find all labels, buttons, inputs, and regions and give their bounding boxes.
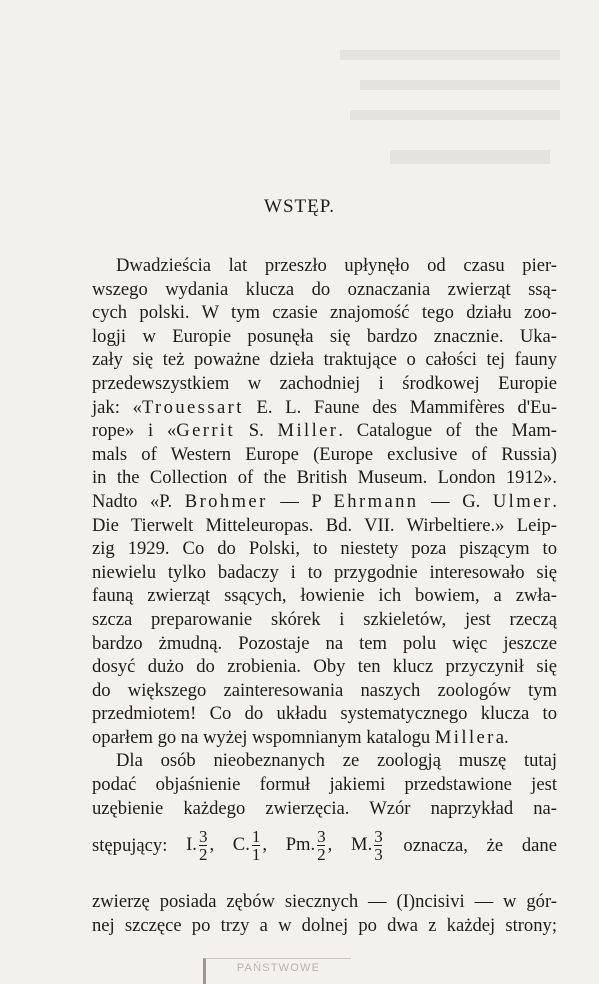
text-line: logji w Europie posunęła się bardzo znacznie. Uka- bbox=[92, 325, 557, 347]
fraction-numerator: 3 bbox=[317, 827, 326, 847]
text-line: zig 1929. Co do Polski, to niestety poza piszącym to bbox=[92, 538, 557, 560]
text-segment: S. bbox=[235, 420, 278, 442]
formula-term bbox=[186, 828, 214, 863]
text-segment: — G. bbox=[418, 490, 493, 512]
spaced-author-name: Miller bbox=[277, 420, 339, 442]
text-segment: . bbox=[552, 490, 557, 512]
text-segment: jak: « bbox=[92, 396, 142, 418]
text-line: wszego wydania klucza do oznaczania zwierząt ssą- bbox=[92, 278, 557, 300]
text-segment: — P bbox=[267, 490, 334, 512]
formula-prefix: stępujący: bbox=[92, 834, 168, 856]
text-line: uzębienie każdego zwierzęcia. Wzór naprzykład na- bbox=[92, 797, 557, 819]
text-segment: a. bbox=[495, 726, 509, 748]
text-line: podać objaśnienie formuł jakiemi przedstawione jest bbox=[92, 774, 557, 796]
text-line bbox=[92, 396, 557, 420]
fraction-denominator: 3 bbox=[374, 845, 383, 865]
formula-fraction bbox=[199, 828, 208, 863]
library-stamp bbox=[203, 958, 351, 984]
text-segment: . Catalogue of the Mam- bbox=[338, 420, 557, 442]
text-line: szcza preparowanie skórek i szkieletów, jest rzeczą bbox=[92, 608, 557, 630]
formula-suffix: że bbox=[486, 834, 504, 856]
body-text bbox=[92, 254, 557, 937]
fraction-denominator: 2 bbox=[317, 845, 326, 865]
formula-term bbox=[233, 828, 267, 863]
formula-term bbox=[286, 828, 333, 863]
formula-term-label: M. bbox=[351, 834, 373, 856]
spaced-author-name: Ulmer bbox=[492, 490, 553, 512]
text-line: nej szczęce po trzy a w dolnej po dwa z każdej strony; bbox=[92, 914, 557, 936]
formula-suffix: dane bbox=[521, 834, 557, 856]
fraction-denominator: 2 bbox=[198, 845, 208, 865]
text-line: Die Tierwelt Mitteleuropas. Bd. VII. Wirbeltiere.» Leip- bbox=[92, 514, 557, 536]
show-through-text bbox=[330, 40, 580, 190]
fraction-numerator: 1 bbox=[251, 827, 261, 847]
text-line: przedewszystkiem w zachodniej i środkowej Europie bbox=[92, 372, 557, 394]
page-title: WSTĘP. bbox=[264, 196, 335, 217]
fraction-numerator: 3 bbox=[198, 827, 208, 847]
fraction-numerator: 3 bbox=[374, 827, 383, 847]
text-line: do większego zainteresowania naszych zoologów tym bbox=[92, 679, 557, 701]
text-line bbox=[92, 419, 557, 443]
stamp-text: PAŃSTWOWE bbox=[236, 962, 321, 974]
text-segment: E. L. Faune des Mammifères d'Eu- bbox=[243, 396, 558, 418]
dental-formula-line bbox=[92, 820, 557, 890]
text-line: zały się też poważne dzieła traktujące o całości tej fauny bbox=[92, 349, 557, 371]
text-line: niewielu tylko badaczy i to przygodnie interesowało się bbox=[92, 561, 557, 583]
spaced-author-name: Miller bbox=[434, 726, 496, 748]
text-line bbox=[92, 490, 557, 514]
formula-suffix: oznacza, bbox=[403, 834, 468, 856]
formula-fraction bbox=[252, 828, 261, 863]
text-line: zwierzę posiada zębów siecznych — (I)ncisivi — w gór- bbox=[92, 891, 557, 913]
text-line: mals of Western Europe (Europe exclusive of Russia) bbox=[92, 443, 557, 465]
formula-separator: , bbox=[262, 834, 268, 856]
text-line: fauną zwierząt ssących, łowienie ich bowiem, a zwła- bbox=[92, 585, 557, 607]
spaced-author-name: Trouessart bbox=[141, 396, 244, 418]
text-line: in the Collection of the British Museum. London 1912». bbox=[92, 467, 557, 489]
text-line: Dla osób nieobeznanych ze zoologją muszę tutaj bbox=[116, 750, 557, 772]
formula-term-label: C. bbox=[232, 834, 250, 856]
fraction-denominator: 1 bbox=[251, 845, 261, 865]
spaced-author-name: Brohmer bbox=[184, 490, 268, 512]
formula-term bbox=[351, 828, 385, 863]
spaced-author-name: Gerrit bbox=[176, 420, 236, 442]
formula-term-label: Pm. bbox=[285, 834, 316, 856]
spaced-author-name: Ehrmann bbox=[333, 490, 419, 512]
formula-separator: , bbox=[327, 834, 333, 856]
text-line: Dwadzieścia lat przeszło upłynęło od czasu pier- bbox=[116, 255, 557, 276]
formula-separator: , bbox=[209, 834, 215, 856]
formula-fraction bbox=[374, 828, 383, 863]
text-segment: oparłem go na wyżej wspomnianym katalogu bbox=[92, 726, 435, 748]
formula-fraction bbox=[317, 828, 326, 863]
text-line: bardzo żmudną. Pozostaje na tem polu więc jeszcze bbox=[92, 632, 557, 654]
text-segment: rope» i « bbox=[92, 420, 177, 442]
text-segment: Nadto «P. bbox=[92, 490, 185, 512]
text-line: przedmiotem! Co do układu systematycznego klucza to bbox=[92, 703, 557, 725]
text-line: dosyć dużo do zrobienia. Oby ten klucz przyczynił się bbox=[92, 656, 557, 678]
text-line: cych polski. W tym czasie znajomość tego działu zoo- bbox=[92, 302, 557, 324]
formula-term-label: I. bbox=[186, 834, 197, 856]
text-line bbox=[92, 726, 557, 750]
